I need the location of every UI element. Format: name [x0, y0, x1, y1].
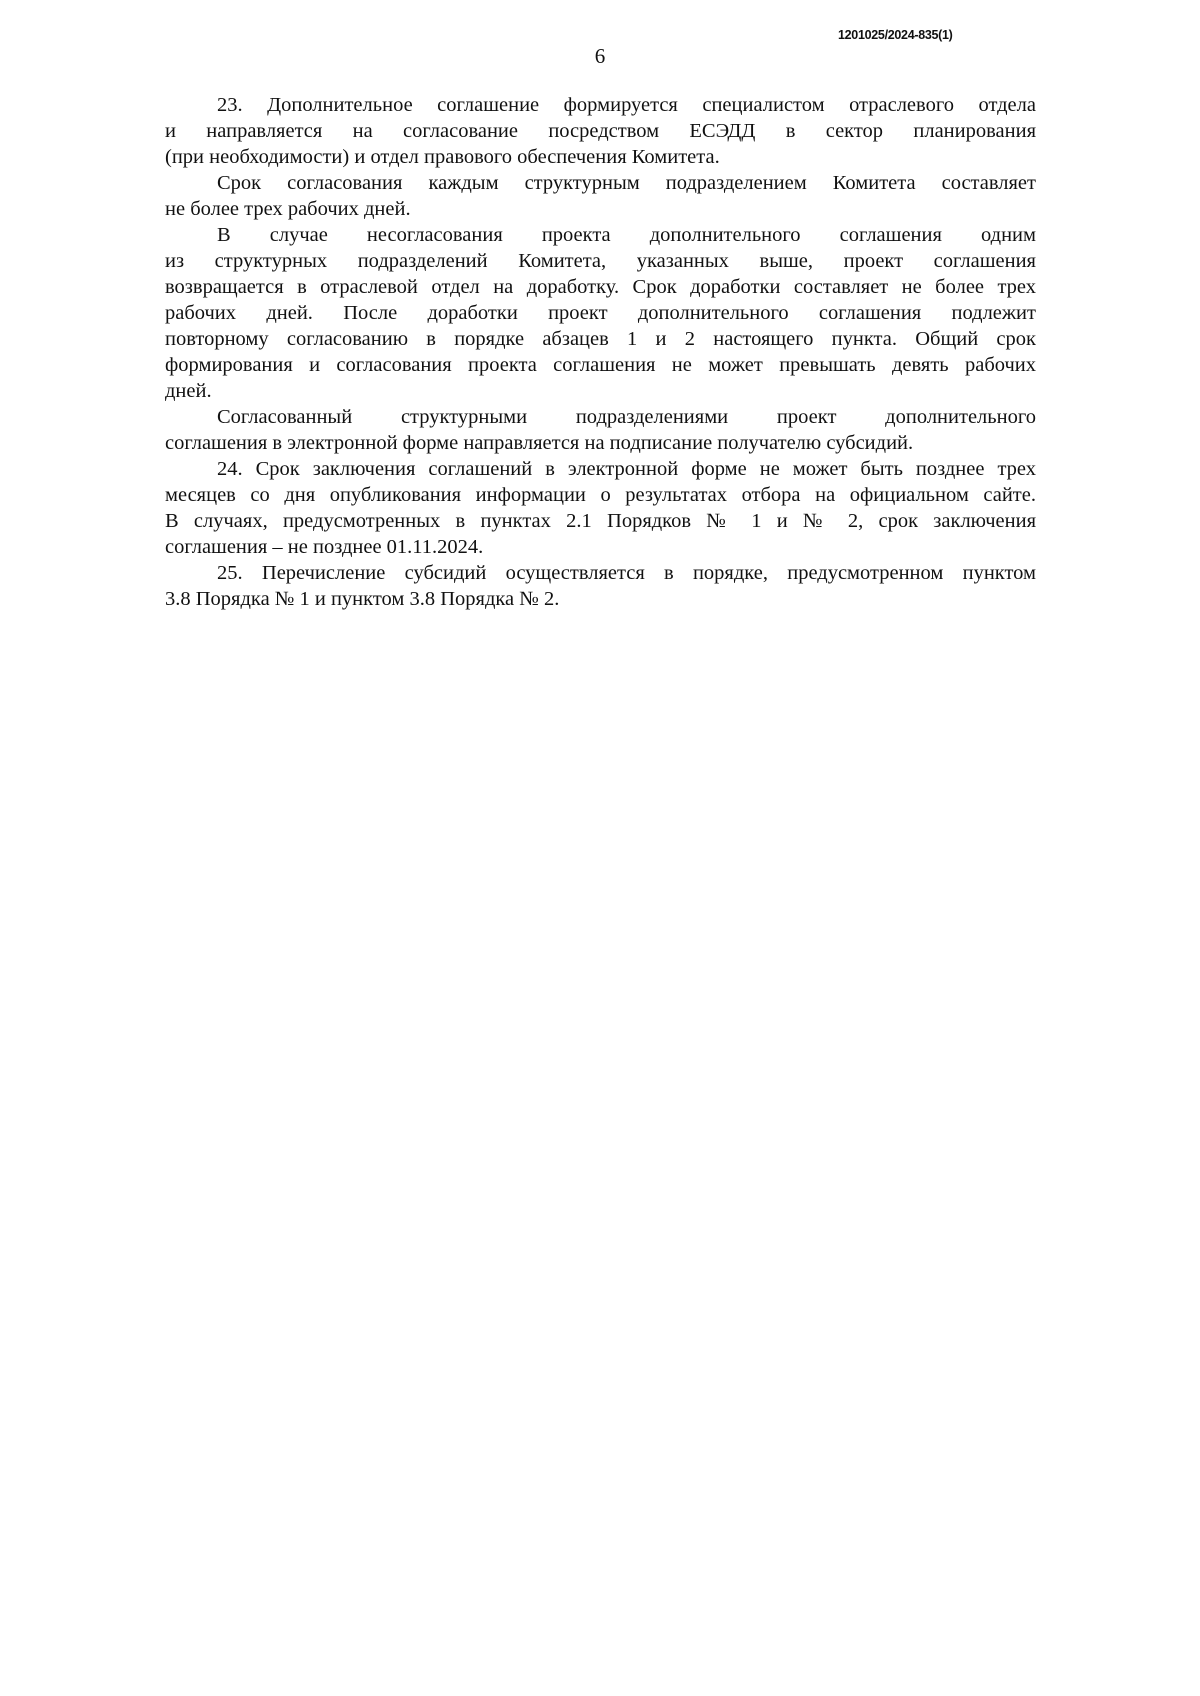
paragraph-line: и направляется на согласование посредством ЕСЭДД в сектор планирования — [165, 120, 1036, 142]
paragraph-line: Срок согласования каждым структурным подразделением Комитета составляет — [217, 172, 1036, 194]
paragraph-line: В случаях, предусмотренных в пунктах 2.1 Порядков № 1 и № 2, срок заключения — [165, 510, 1036, 532]
paragraph-line: 3.8 Порядка № 1 и пунктом 3.8 Порядка № 2. — [165, 588, 560, 610]
paragraph-line: соглашения – не позднее 01.11.2024. — [165, 536, 484, 558]
paragraph-line: повторному согласованию в порядке абзацев 1 и 2 настоящего пункта. Общий срок — [165, 328, 1036, 350]
paragraph-line: из структурных подразделений Комитета, указанных выше, проект соглашения — [165, 250, 1036, 272]
paragraph — [165, 560, 1036, 612]
paragraph-line: формирования и согласования проекта соглашения не может превышать девять рабочих — [165, 354, 1036, 376]
paragraph-line: Согласованный структурными подразделениями проект дополнительного — [217, 406, 1036, 428]
document-body — [165, 92, 1036, 612]
paragraph-line: В случае несогласования проекта дополнительного соглашения одним — [217, 224, 1036, 246]
paragraph-line: дней. — [165, 380, 212, 402]
document-number: 1201025/2024-835(1) — [838, 28, 953, 42]
paragraph-line: рабочих дней. После доработки проект дополнительного соглашения подлежит — [165, 302, 1036, 324]
paragraph-line: 24. Срок заключения соглашений в электронной форме не может быть позднее трех — [217, 458, 1036, 480]
paragraph — [165, 456, 1036, 560]
paragraph-line: соглашения в электронной форме направляется на подписание получателю субсидий. — [165, 432, 914, 454]
paragraph-line: 23. Дополнительное соглашение формируется специалистом отраслевого отдела — [217, 94, 1036, 116]
paragraph — [165, 170, 1036, 222]
paragraph-line: 25. Перечисление субсидий осуществляется в порядке, предусмотренном пунктом — [217, 562, 1036, 584]
paragraph-line: (при необходимости) и отдел правового обеспечения Комитета. — [165, 146, 720, 168]
paragraph-line: не более трех рабочих дней. — [165, 198, 411, 220]
paragraph-line: месяцев со дня опубликования информации о результатах отбора на официальном сайте. — [165, 484, 1036, 506]
page-number: 6 — [594, 44, 606, 68]
paragraph — [165, 404, 1036, 456]
paragraph-line: возвращается в отраслевой отдел на доработку. Срок доработки составляет не более трех — [165, 276, 1036, 298]
paragraph — [165, 222, 1036, 404]
paragraph — [165, 92, 1036, 170]
